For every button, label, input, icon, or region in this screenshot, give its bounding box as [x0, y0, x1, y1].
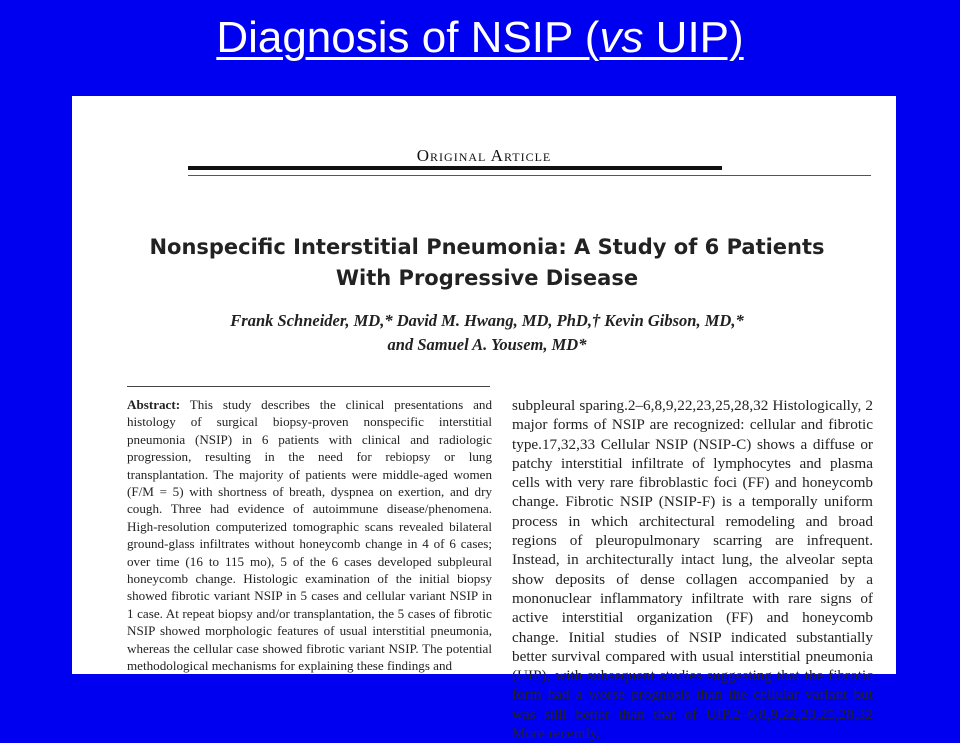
authors-line1: Frank Schneider, MD,* David M. Hwang, MD, PhD,† Kevin Gibson, MD,* [230, 311, 744, 330]
article-title-line1: Nonspecific Interstitial Pneumonia: A Study of 6 Patients [149, 235, 825, 259]
article-kicker: Original Article [416, 146, 552, 165]
slide-title-suffix: UIP) [643, 13, 744, 62]
kicker-rule-thin [188, 175, 871, 176]
slide-title [0, 8, 960, 68]
article-title [102, 232, 872, 294]
slide-title-italic: vs [599, 13, 644, 62]
kicker-rule [188, 166, 722, 170]
article-image [72, 96, 896, 743]
article-authors [102, 309, 872, 357]
abstract-label: Abstract: [127, 397, 181, 412]
column-rule [127, 386, 490, 387]
slide-title-prefix: Diagnosis of NSIP ( [216, 13, 600, 62]
abstract [127, 396, 492, 675]
article-title-line2: With Progressive Disease [335, 266, 639, 290]
abstract-text: This study describes the clinical presentations and histology of surgical biopsy-proven nonspecific interstitial pneumonia (NSIP) in 6 patients with clinical and radiologic progression, resulting in the need for rebiopsy or lung transplantation. The majority of patients were middle-aged women (F/M = 5) with shortness of breath, dyspnea on exertion, and dry cough. Three had evidence of autoimmune disease/phenomena. High-resolution computerized tomographic scans revealed bilateral ground-glass infiltrates without honeycomb change in 4 of 6 cases; over time (16 to 115 mo), 5 of the 6 cases developed subpleural honeycomb change. Histologic examination of the initial biopsy showed fibrotic variant NSIP in 5 cases and cellular variant NSIP in 1 case. At repeat biopsy and/or transplantation, the 5 cases of fibrotic NSIP showed morphologic features of usual interstitial pneumonia, whereas the cellular case showed fibrotic variant NSIP. The potential methodological mechanisms for explaining these findings and [127, 397, 492, 674]
authors-line2: and Samuel A. Yousem, MD* [387, 335, 587, 354]
body-column-right: subpleural sparing.2–6,8,9,22,23,25,28,32 Histologically, 2 major forms of NSIP are recognized: cellular and fibrotic type.17,32,33 Cellular NSIP (NSIP-C) shows a diffuse or patchy interstitial infiltrate of lymphocytes and plasma cells with very rare fibroblastic foci (FF) and honeycomb change. Fibrotic NSIP (NSIP-F) is a temporally uniform process in which architectural remodeling and broad regions of pleuropulmonary scarring are infrequent. Instead, in architecturally intact lung, the alveolar septa show deposits of dense collagen accompanied by a mononuclear inflammatory infiltrate with rare signs of active interstitial organization (FF) and honeycomb change. Initial studies of NSIP indicated substantially better survival compared with usual interstitial pneumonia (UIP), with subsequent studies suggesting that the fibrotic form had a worse prognosis than the cellular variant but was still better than that of UIP.2–6,8,9,22,23,25,28,32 More recently, [512, 397, 873, 743]
